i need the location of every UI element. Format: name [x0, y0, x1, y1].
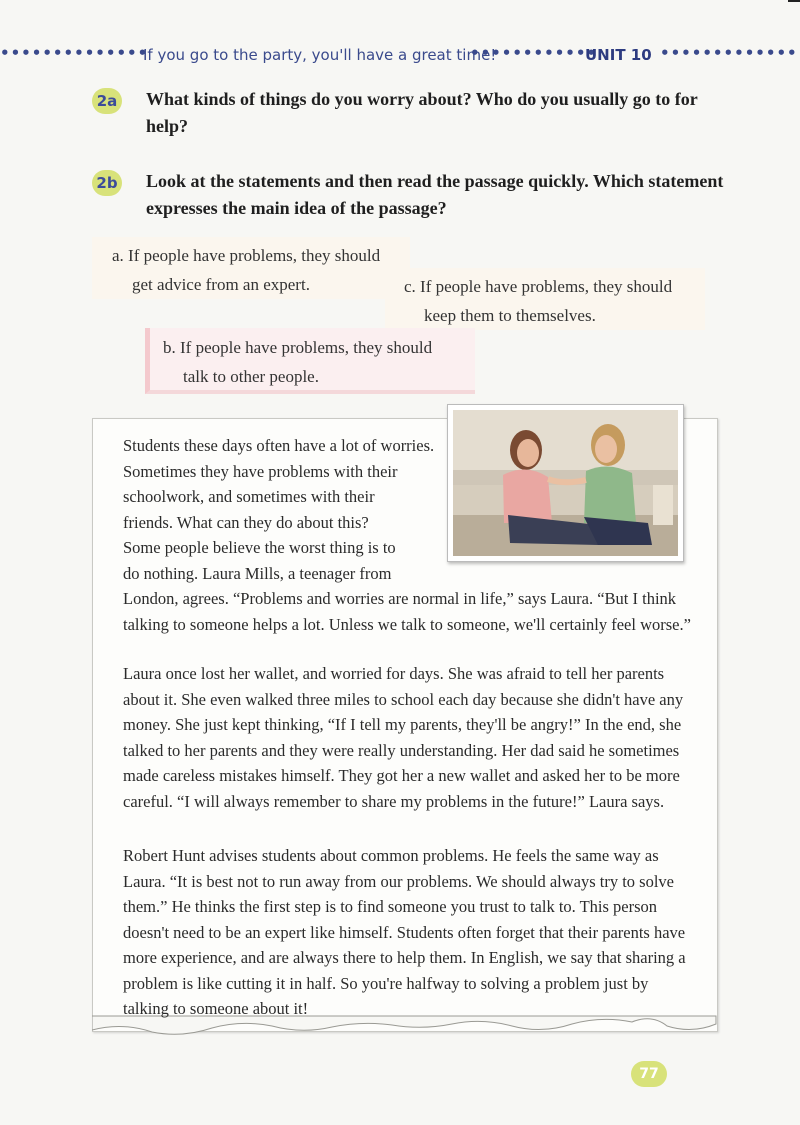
paragraph-1-continuation: London, agrees. “Problems and worries are normal in life,” says Laura. “But I think talking to someone helps a lot. Unless we talk to someone, we'll certainly feel worse.” [123, 589, 691, 634]
statement-c-line1: c. If people have problems, they should [404, 277, 673, 296]
corner-mark [788, 0, 800, 2]
statement-a-line2: get advice from an expert. [132, 275, 310, 294]
statement-c-line2: keep them to themselves. [424, 306, 596, 325]
statement-b-line1: b. If people have problems, they should [163, 338, 433, 357]
header-dots-mid: •••••••••••• [470, 44, 598, 62]
header-dots-left: •••••••••••••• [0, 44, 149, 62]
statement-b [163, 333, 432, 391]
passage-paragraph-3: Robert Hunt advises students about common problems. He feels the same way as Laura. “It is best not to run away from our problems. We should always try to solve them.” He thinks the first step is to find someone you trust to talk to. This person doesn't need to be an expert like himself. Students often forget that their parents have more experience, and are always there to help them. In English, we say that sharing a problem is like cutting it in half. So you're halfway to solving a problem just by talking to someone about it! [123, 846, 686, 1018]
page-number: 77 [631, 1061, 667, 1087]
paragraph-1-wrapped-lines [123, 433, 693, 586]
paragraph-1-line: friends. What can they do about this? [123, 512, 369, 532]
statement-c [404, 272, 672, 330]
statement-b-line2: talk to other people. [183, 367, 319, 386]
unit-header [0, 44, 800, 70]
header-title: If you go to the party, you'll have a great time! [143, 46, 497, 64]
header-dots-right: ••••••••••••• [660, 44, 798, 62]
paragraph-1-line: do nothing. Laura Mills, a teenager from [123, 563, 392, 583]
paragraph-1-line: Some people believe the worst thing is to [123, 538, 396, 557]
passage-paragraph-2: Laura once lost her wallet, and worried for days. She was afraid to tell her parents about it. She even walked three miles to school each day because she didn't have any money. She just kept thinking, “If I tell my parents, they'll be angry!” In the end, she talked to her parents and they were really understanding. Her dad said he sometimes made careless mistakes himself. They got her a new wallet and asked her to be more careful. “I will always remember to share my problems in the future!” Laura says. [123, 664, 684, 811]
activity-badge-2b: 2b [92, 170, 122, 196]
question-2a: What kinds of things do you worry about? Who do you usually go to for help? [146, 89, 698, 136]
paragraph-1-line: Sometimes they have problems with their [123, 461, 398, 481]
question-2b: Look at the statements and then read the passage quickly. Which statement expresses the main idea of the passage? [146, 171, 724, 218]
statement-a [112, 241, 380, 299]
activity-badge-2a: 2a [92, 88, 122, 114]
paragraph-1-line: schoolwork, and sometimes with their [123, 487, 375, 506]
passage-paragraph-1 [123, 433, 693, 637]
statement-a-line1: a. If people have problems, they should [112, 246, 381, 265]
unit-label: UNIT 10 [585, 46, 652, 64]
paragraph-1-line: Students these days often have a lot of worries. [123, 436, 435, 455]
